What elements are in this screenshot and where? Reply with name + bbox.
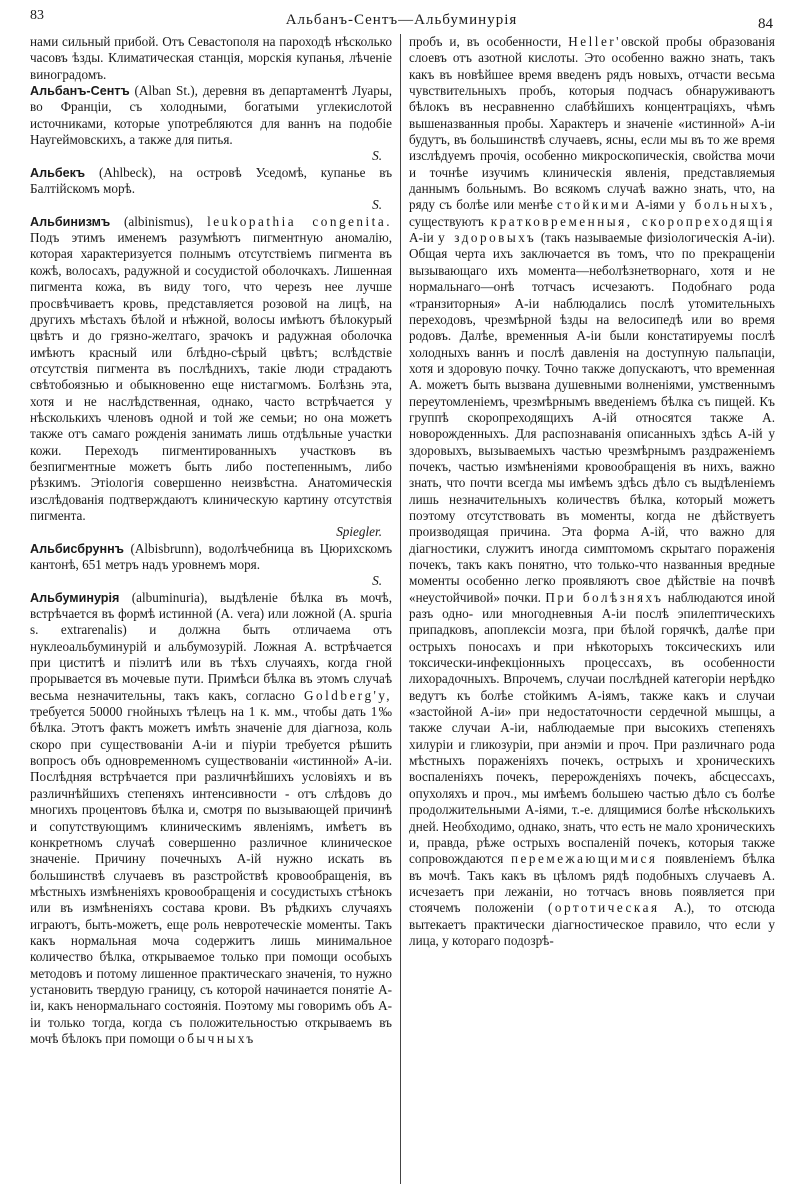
entry-spaced-text: leukopathia congenita. xyxy=(207,213,392,229)
entry-term: Альбанъ-Сентъ xyxy=(30,84,130,99)
text-run: наблюдаются иной разъ одно- или многодневныя А-іи послѣ эпилептическихъ припадковъ, апоплексіи мозга, при бѣлой горячкѣ, далѣе при острыхъ поносахъ и при нѣкоторыхъ токсическихъ или токсически-инфекціонныхъ процессахъ, въ особенности лихорадочныхъ. Впрочемъ, случаи послѣдней категоріи нерѣдко ведутъ къ болѣе стойкимъ А-іямъ, также какъ и случаи «застойной А-іи» при недостаточности сердечной мышцы, а также случаи А-іи, наблюдаемые при высокихъ степеняхъ хилуріи и гликозуріи, при анэміи и проч. При различнаго рода мѣстныхъ пораженіяхъ почекъ, острыхъ и хроническихъ воспаленіяхъ почекъ, перерожденіяхъ почекъ, абсцессахъ, опухоляхъ и проч., мы имѣемъ большею частью дѣло съ болѣе продолжительными А-іями, т.-е. длящимися болѣе нѣсколькихъ дней. Необходимо, однако, знать, что есть не мало хроническихъ и, правда, рѣже острыхъ воспаленій почекъ, которыя также сопровождаются xyxy=(409,589,776,867)
entry-latin: (Albisbrunn), xyxy=(130,540,202,556)
running-title: Альбанъ-Сентъ—Альбуминурія xyxy=(285,12,518,28)
text-run: А-іями xyxy=(635,197,675,213)
spaced-text: При болѣзняхъ xyxy=(545,589,664,605)
entry-spaced-text: Goldberg'у, xyxy=(303,687,392,703)
column-divider xyxy=(400,34,401,1184)
right-column xyxy=(409,34,775,949)
text-run: (такъ называемые физіологическія А-іи). Общая черта ихъ заключается въ томъ, что по прекращеніи вызывающаго ихъ момента—неболѣзнетворнаго, хотя и не нормальнаго—онѣ тотчасъ исчезаютъ. Подобнаго рода «транзиторныя» А-іи наблюдались послѣ утомительныхъ переходовъ, чрезмѣрной ѣзды на велосипедѣ или во время родовъ. Далѣе, временныя А-іи были констатируемы послѣ холодныхъ ваннъ и послѣ давленія на доступную пальпаціи, хотя и здоровую почку. Точно также допускаютъ, что временная А. можетъ быть вызвана душевными волненіями, умственнымъ переутомленіемъ, чрезмѣрнымъ введеніемъ бѣлка съ пищей. Къ группѣ скоропреходящихъ А-ій относятся также А. новорожденныхъ. Для распознаванія описанныхъ здѣсь А-ій у здоровыхъ, вызываемыхъ частью чрезмѣрнымъ раздраженіемъ почекъ, частью измѣненіями кровообращенія въ нихъ, важно знать, что почти всегда мы имѣемъ здѣсь дѣло съ выдѣленіемъ лишь незначительныхъ количествъ бѣлка, который можетъ поэтому отсутствовать въ моменты, когда не дѣйствуетъ производящая причина. Эта форма А-ій, что важно для діагностики, служитъ иногда симптомомъ скрытаго пораженія почекъ, такъ какъ понятно, что только-что названныя вредные моменты особенно легко проявляютъ свое дѣйствіе на почвѣ «неустойчивой» почки. xyxy=(409,230,776,605)
entry-latin: (Alban St.), xyxy=(134,83,198,99)
entry-text: выдѣленіе бѣлка въ мочѣ, встрѣчается въ формѣ истинной (A. vera) или ложной (A. spuria s. extrarenalis) и должна быть отличаема отъ нуклеоальбуминурій и альбумозурій. Ложная А. встрѣчается при циститѣ и піэлитѣ или въ тѣхъ случаяхъ, когда гной прорывается въ мочевые пути. Примѣси бѣлка въ этомъ случаѣ весьма незначительны, такъ какъ, согласно xyxy=(30,589,392,703)
spaced-text: Heller' xyxy=(568,34,622,49)
text-run: овской пробы образованія слоевъ отъ азотной кислоты. Это особенно важно знать, такъ какъ въ новѣйшее время введенъ рядъ новыхъ, отчасти весьма чувствительныхъ пробъ, которыя подчасъ обнаруживаютъ бѣлокъ въ несравненно слабѣйшихъ концентраціяхъ, чѣмъ вышеназванныя пробы. Характеръ и значеніе «истинной» А-іи будутъ, въ большинствѣ случаевъ, ясны, если мы въ то же время изслѣдуемъ прочія, особенно микроскопическія, свойства мочи и точнѣе изучимъ клиническія явленія, представляемыя даннымъ больнымъ. Во всякомъ случаѣ важно знать, что, на ряду съ болѣе или менѣе xyxy=(409,34,775,213)
spaced-text: стойкими xyxy=(557,197,631,213)
text-run: появленіемъ бѣлка въ мочѣ. Такъ какъ въ цѣломъ рядѣ подобныхъ случаевъ А. исчезаетъ при лежаніи, но тотчасъ вновь появляется при стоячемъ положеніи xyxy=(409,851,776,916)
entry-text: на островѣ Уседомѣ, купанье въ Балтійскомъ морѣ. xyxy=(30,164,393,197)
page-header xyxy=(30,8,773,34)
entry-alban-sent xyxy=(30,83,392,165)
entry-term: Альбинизмъ xyxy=(30,214,111,229)
entry-latin: (Ahlbeck), xyxy=(99,164,156,180)
entry-latin: (albinismus), xyxy=(124,213,194,229)
spaced-text: кратковременныя, скоропреходящія xyxy=(490,213,775,229)
entry-spaced-text: обычныхъ xyxy=(178,1030,256,1046)
text-run: существуютъ xyxy=(409,213,484,229)
page-number-left: 83 xyxy=(30,8,44,23)
entry-text: требуется 50000 гнойныхъ тѣлецъ на 1 к. мм., чтобы дать 1‰ бѣлка. Этотъ фактъ можетъ имѣть значеніе для діагноза, коль скоро при существованіи А-іи и піуріи требуется рѣшить вопросъ объ одновременномъ существованіи «истинной» А-іи. Послѣдняя встрѣчается при различнѣйшихъ условіяхъ и въ различнѣйшихъ степеняхъ интенсивности - отъ слѣдовъ до многихъ процентовъ бѣлка и, смотря по вызывающей причинѣ и сопутствующимъ клиническимъ явленіямъ, имѣетъ въ конкретномъ случаѣ совершенно различное клиническое значеніе. Причину почечныхъ А-ій нужно искать въ большинствѣ случаевъ въ разстройствѣ кровообращенія, въ мѣстныхъ измѣненіяхъ кровообращенія и сосудистыхъ стѣнокъ или въ измѣненіяхъ состава крови. Въ рѣдкихъ случаяхъ играютъ, быть-можетъ, еще роль невротеческіе моменты. Такъ какъ нормальная моча содержитъ лишь минимальное количество бѣлка, открываемое только при помощи особыхъ методовъ и потому лишенное практическаго значенія, то нужно установить твердую границу, съ которой начинается понятіе А-іи, какъ ненормальнаго состоянія. Поэтому мы говоримъ объ А-іи только тогда, когда съ положительностью открываемъ въ мочѣ бѣлокъ при помощи xyxy=(30,704,392,1046)
entry-signature: Spiegler. xyxy=(336,524,382,540)
spaced-text: у здоровыхъ xyxy=(438,230,537,246)
entry-text: деревня въ департаментѣ Луары, во Франціи, съ холодными, богатыми углекислотой источниками, которые употребляются для ваннъ на подобіе Наугеймовскихъ, а также для питья. xyxy=(30,83,392,148)
page-number-right: 84 xyxy=(758,16,773,32)
paragraph-continued: нами сильный прибой. Отъ Севастополя на пароходѣ нѣсколько часовъ ѣзды. Климатическая станція, морскія купанья, лѣченіе виноградомъ. xyxy=(30,34,392,82)
entry-term: Альбуминурія xyxy=(30,590,120,605)
spaced-text: (ортотическая xyxy=(547,900,660,916)
entry-signature: S. xyxy=(372,148,382,164)
entry-term: Альбисбруннъ xyxy=(30,541,124,556)
spaced-text: перемежающимися xyxy=(511,851,658,867)
entry-text: Подъ этимъ именемъ разумѣютъ пигментную аномалію, которая характеризуется полнымъ отсутствіемъ пигмента въ кожѣ, волосахъ, радужной и сосудистой оболочкахъ. Лишенная пигмента кожа, въ виду того, что черезъ нее лучше просвѣчиваетъ кровь, представляется розовой на лицѣ, на другихъ мѣстахъ бѣлой и нѣжной, волосы имѣютъ бѣлокурый цвѣтъ и до грязно-желтаго, зрачокъ и радужная оболочка имѣютъ красный или блѣдно-сѣрый цвѣтъ; вслѣдствіе отсутствія пигмента въ послѣднихъ, такіе люди страдаютъ свѣтобоязнью и обыкновенно еще нистагмомъ. Болѣзнь эта, хотя и не наслѣдственная, однако, часто встрѣчается у нѣсколькихъ членовъ одной и той же семьи; но она можетъ также отъ самаго рожденія занимать лишь отдѣльные участки кожи. Переходъ пигментированныхъ участковъ въ безпигментные можетъ быть либо постепеннымъ, либо рѣзкимъ. Этіологія совершенно неизвѣстна. Анатомическія изслѣдованія подтверждаютъ клиническую картину отсутствія пигмента. xyxy=(30,230,392,523)
entry-albuminuria xyxy=(30,590,392,1048)
left-column xyxy=(30,34,392,1047)
entry-albisbrunn xyxy=(30,541,392,590)
entry-text: водолѣчебница въ Цюрихскомъ кантонѣ, 651 метръ надъ уровнемъ моря. xyxy=(30,540,393,572)
spaced-text: у больныхъ, xyxy=(678,197,776,213)
text-run: А.), то отсюда вытекаетъ практически діагностическое правило, что если у лица, у котораго подозрѣ- xyxy=(409,900,776,948)
entry-albek xyxy=(30,165,392,214)
entry-albinizm xyxy=(30,214,392,541)
entry-latin: (albuminuria), xyxy=(131,589,208,605)
entry-albuminuria-continued xyxy=(409,34,775,949)
text-run: А-іи xyxy=(409,230,434,246)
text-run: пробъ и, въ особенности, xyxy=(409,34,562,49)
entry-term: Альбекъ xyxy=(30,165,86,180)
entry-signature: S. xyxy=(372,573,382,589)
entry-signature: S. xyxy=(372,197,382,213)
